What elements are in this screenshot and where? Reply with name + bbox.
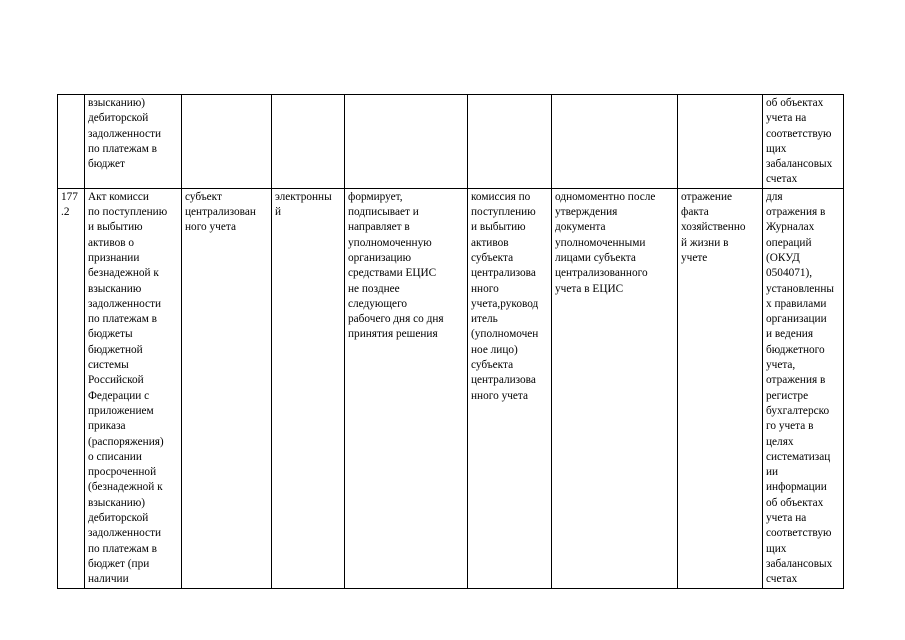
cell-document: Акт комисси по поступлению и выбытию активов о признании безнадежной к взысканию задолженности по платежам в бюджеты бюджетной системы Российской Федерации с приложением приказа (распоряжения) о списании просроченной (безнадежной к взысканию) дебиторской задолженности по платежам в бюджет (при наличии xyxy=(85,188,182,588)
cell-format xyxy=(272,95,345,189)
cell-notes: для отражения в Журналах операций (ОКУД 0504071), установленны х правилами организации и ведения бюджетного учета, отражения в регистре бухгалтерско го учета в целях систематизац ии информации об объектах учета на соответствую щих забалансовых счетах xyxy=(763,188,844,588)
procedures-table xyxy=(57,94,844,589)
cell-creator xyxy=(182,95,272,189)
cell-purpose: отражение факта хозяйственно й жизни в учете xyxy=(678,188,763,588)
cell-action: формирует, подписывает и направляет в уполномоченную организацию средствами ЕЦИС не позднее следующего рабочего дня со дня принятия решения xyxy=(345,188,468,588)
cell-number xyxy=(58,95,85,189)
cell-creator: субъект централизован ного учета xyxy=(182,188,272,588)
table-row xyxy=(58,95,844,189)
cell-format: электронны й xyxy=(272,188,345,588)
table-row xyxy=(58,188,844,588)
cell-deadline xyxy=(552,95,678,189)
cell-notes: об объектах учета на соответствую щих забалансовых счетах xyxy=(763,95,844,189)
cell-deadline: одномоментно после утверждения документа уполномоченными лицами субъекта централизованного учета в ЕЦИС xyxy=(552,188,678,588)
cell-signer xyxy=(468,95,552,189)
cell-number: 177 .2 xyxy=(58,188,85,588)
cell-purpose xyxy=(678,95,763,189)
cell-document: взысканию) дебиторской задолженности по платежам в бюджет xyxy=(85,95,182,189)
cell-signer: комиссия по поступлению и выбытию активов субъекта централизова нного учета,руковод итель (уполномочен ное лицо) субъекта централизова нного учета xyxy=(468,188,552,588)
cell-action xyxy=(345,95,468,189)
